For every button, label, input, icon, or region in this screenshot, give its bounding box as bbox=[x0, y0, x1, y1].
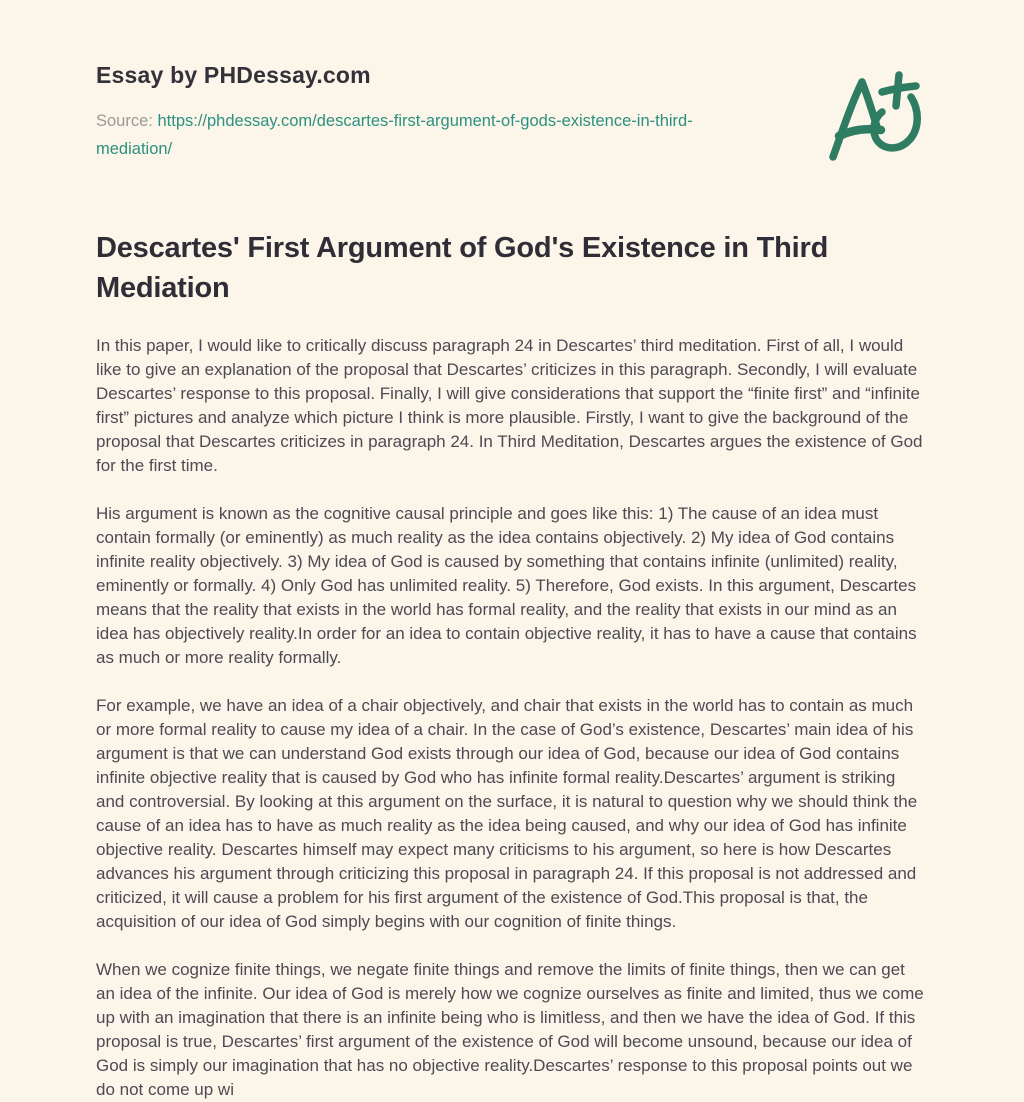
essay-paragraph: For example, we have an idea of a chair objectively, and chair that exists in the world has to contain as much or more formal reality to cause my idea of a chair. In the case of God’s existence, Descartes’ main idea of his argument is that we can understand God exists through our idea of God, because our idea of God contains infinite objective reality that is caused by God who has infinite formal reality.Descartes’ argument is striking and controversial. By looking at this argument on the surface, it is natural to question why we should think the cause of an idea has to have as much reality as the idea being caused, and why our idea of God has infinite objective reality. Descartes himself may expect many criticisms to his argument, so here is how Descartes advances his argument through criticizing this proposal in paragraph 24. If this proposal is not addressed and criticized, it will cause a problem for his first argument of the existence of God.This proposal is that, the acquisition of our idea of God simply begins with our cognition of finite things. bbox=[96, 696, 918, 931]
essay-paragraph: His argument is known as the cognitive causal principle and goes like this: 1) The cause of an idea must contain formally (or eminently) as much reality as the idea contains objectively. 2) My idea of God contains infinite reality objectively. 3) My idea of God is caused by something that contains infinite (unlimited) reality, eminently or formally. 4) Only God has unlimited reality. 5) Therefore, God exists. In this argument, Descartes means that the reality that exists in the world has formal reality, and the reality that exists in our mind as an idea has objectively reality.In order for an idea to contain objective reality, it has to have a cause that contains as much or more reality formally. bbox=[96, 504, 917, 667]
essay-content bbox=[96, 228, 928, 1102]
header-text-block bbox=[96, 62, 741, 163]
essay-title: Descartes' First Argument of God's Existence in Third Mediation bbox=[96, 232, 829, 304]
page-header bbox=[96, 62, 928, 164]
essay-page bbox=[96, 0, 928, 1102]
essay-paragraph: In this paper, I would like to critically discuss paragraph 24 in Descartes’ third meditation. First of all, I would like to give an explanation of the proposal that Descartes’ criticizes in this paragraph. Secondly, I will evaluate Descartes’ response to this proposal. Finally, I will give considerations that support the “finite first” and “infinite first” pictures and analyze which picture I think is more plausible. Firstly, I want to give the background of the proposal that Descartes criticizes in paragraph 24. In Third Meditation, Descartes argues the existence of God for the first time. bbox=[96, 336, 923, 475]
site-title: Essay by PHDessay.com bbox=[96, 62, 371, 88]
essay-paragraph: When we cognize finite things, we negate finite things and remove the limits of finite things, then we can get an idea of the infinite. Our idea of God is merely how we cognize ourselves as finite and limited, thus we come up with an imagination that there is an infinite being who is limitless, and then we have the idea of God. If this proposal is true, Descartes’ first argument of the existence of God will become unsound, because our idea of God is simply our imagination that has no objective reality.Descartes’ response to this proposal points out we do not come up wi bbox=[96, 960, 924, 1099]
source-line bbox=[96, 107, 741, 163]
phdessay-logo bbox=[826, 70, 926, 164]
source-url-link[interactable]: https://phdessay.com/descartes-first-argument-of-gods-existence-in-third-mediation/ bbox=[96, 112, 693, 158]
a-plus-logo-icon bbox=[826, 70, 926, 164]
essay-body bbox=[96, 334, 928, 1102]
source-label: Source: bbox=[96, 112, 153, 130]
